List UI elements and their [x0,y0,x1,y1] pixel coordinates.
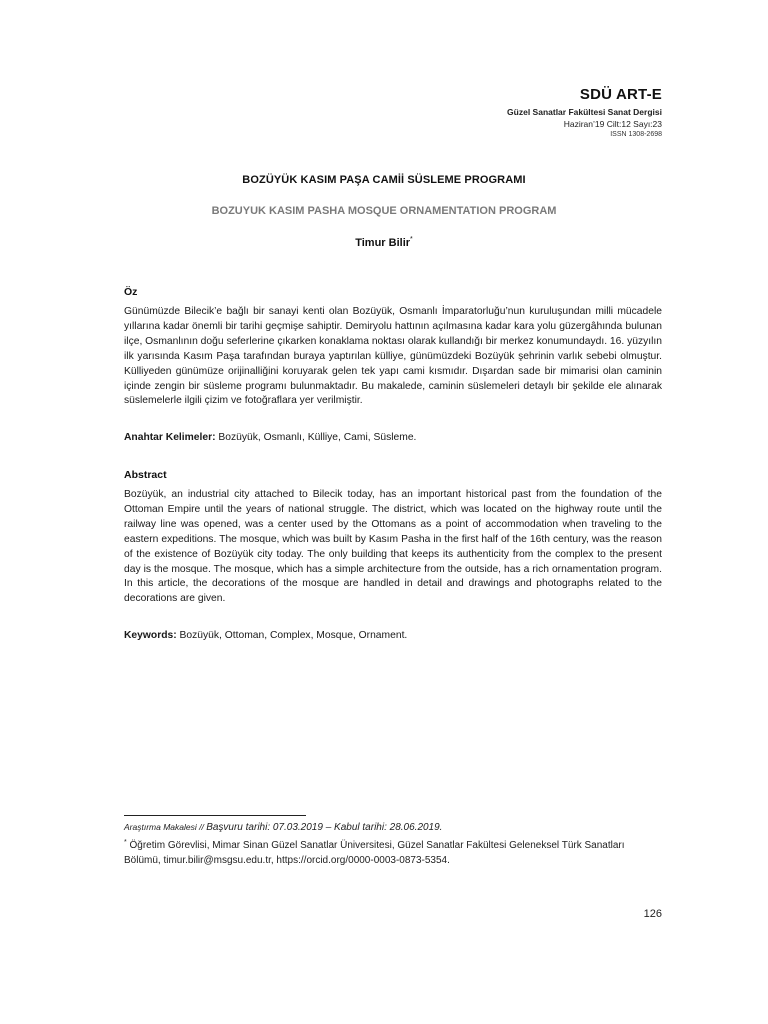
footnote-dates: Başvuru tarihi: 07.03.2019 – Kabul tarihi: 28.06.2019. [206,822,443,833]
journal-subtitle: Güzel Sanatlar Fakültesi Sanat Dergisi [507,107,662,117]
page-number: 126 [643,908,662,920]
author-footnote-mark: * [410,236,413,243]
journal-name: SDÜ ART-E [579,86,662,103]
author-name-text: Timur Bilir [355,237,411,249]
footnote-author-mark: * [124,839,127,846]
abstract-paragraph: Bozüyük, an industrial city attached to Bilecik today, has an important historical past from the foundation of the Ottoman Empire until the years of national struggle. The district, which was located on the highway route until the railway line was opened, was a center used by the Ottomans as a point of accommodation when traveling to the eastern expeditions. The mosque, which was built by Kasım Pasha in the first half of the 16th century, was the reason of the existence of Bozüyük city today. The only building that keeps its authenticity from the complex to the present day is the mosque. The mosque, which has a simple architecture from the outside, has a rich ornamentation program. In this article, the decorations of the mosque are handled in detail and drawings and photographs related to the decorations are given. [124,489,662,605]
footnote-type-label: Araştırma Makalesi // [124,822,207,832]
journal-header [507,86,662,140]
footnote-author-text: Öğretim Görevlisi, Mimar Sinan Güzel Sanatlar Üniversitesi, Güzel Sanatlar Fakültesi Geleneksel Türk Sanatları Bölümü, timur.bilir@msgsu.edu.tr, https://orcid.org/0000-0003-0873-5354. [124,840,625,866]
author-name [0,236,768,249]
abstract-heading: Abstract [124,469,167,481]
journal-issue: Haziran’19 Cilt:12 Sayı:23 [563,119,662,130]
footnote-article-type [124,822,442,833]
abstract-keywords [124,630,662,641]
footnote-author [124,836,662,868]
article-title-english: BOZUYUK KASIM PASHA MOSQUE ORNAMENTATION PROGRAM [211,205,557,217]
oz-keywords-list: Bozüyük, Osmanlı, Külliye, Cami, Süsleme. [215,432,417,443]
journal-issn: ISSN 1308-2698 [610,131,662,139]
abstract-keywords-label: Keywords: [124,630,177,641]
abstract-keywords-list: Bozüyük, Ottoman, Complex, Mosque, Ornament. [176,630,408,641]
oz-heading: Öz [124,286,138,298]
footnote-divider [124,815,306,816]
oz-paragraph: Günümüzde Bilecik’e bağlı bir sanayi kenti olan Bozüyük, Osmanlı İmparatorluğu’nun kuruluşundan milli mücadele yıllarına kadar önemli bir tarihi geçmişe sahiptir. Demiryolu hattının açılmasına kadar kara yolu güzergâhında bulunan ilçe, Osmanlının doğu seferlerine çıkarken konaklama noktası olarak kullandığı bir merkez konumundaydı. 16. yüzyılın ilk yarısında Kasım Paşa tarafından buraya yaptırılan külliye, günümüzdeki Bozüyük şehrinin varlık sebebi olmuştur. Külliyeden günümüze orijinalliğini koruyarak gelen tek yapı cami kısmıdır. Dışardan sade bir mimarisi olan caminin içinde zengin bir süsleme programı bulunmaktadır. Bu makalede, caminin süslemeleri detaylı bir şekilde ele alınarak süslemelerle ilgili çizim ve fotoğraflara yer verilmiştir. [124,306,662,407]
oz-keywords [124,432,662,443]
article-title-turkish: BOZÜYÜK KASIM PAŞA CAMİİ SÜSLEME PROGRAMI [242,174,526,186]
oz-keywords-label: Anahtar Kelimeler: [124,432,216,443]
